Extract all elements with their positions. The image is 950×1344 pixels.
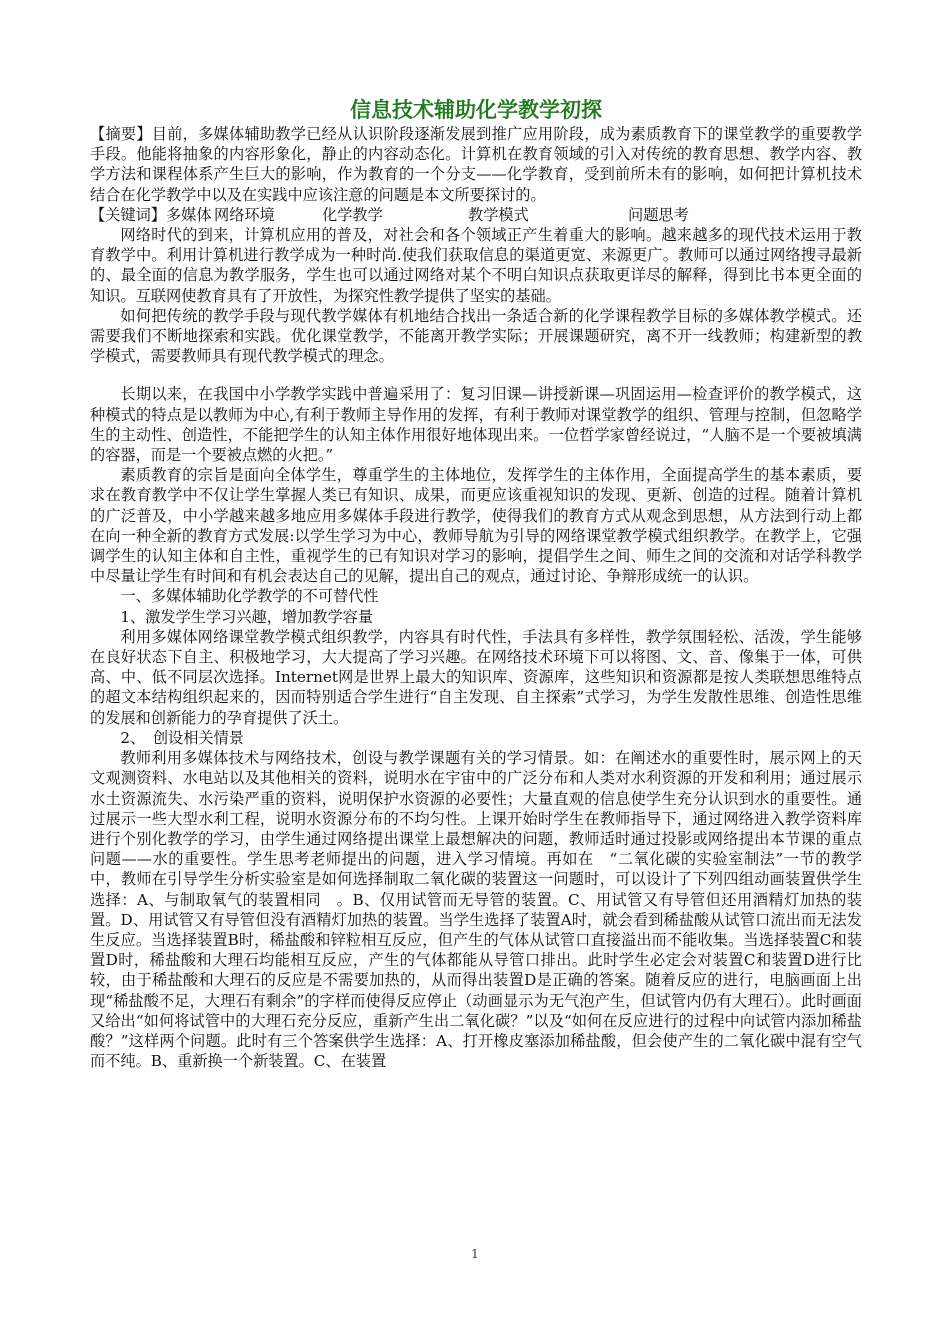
keyword-item: 教学模式 bbox=[468, 205, 529, 224]
section-heading: 一、多媒体辅助化学教学的不可替代性 bbox=[120, 587, 379, 606]
blank-line bbox=[90, 366, 862, 384]
body-paragraph: 利用多媒体网络课堂教学模式组织教学，内容具有时代性，手法具有多样性，教学氛围轻松、活泼，学生能够在良好状态下自主、积极地学习，大大提高了学习兴趣。在网络技术环境下可以将图、文、音、像集于一体，可供高、中、低不同层次选择。Internet网是世界上最大的知识库、资源库，这些知识和资源都是按人类联想思维特点的超文本结构组织起来的，因而特别适合学生进行“自主发现、自主探索”式学习，为学生发散性思维、创造性思维的发展和创新能力的孕育提供了沃土。 bbox=[90, 627, 862, 727]
keyword-item: 网络环境 bbox=[214, 205, 275, 224]
keywords-line bbox=[90, 205, 862, 225]
body-paragraph: 网络时代的到来，计算机应用的普及，对社会和各个领域正产生着重大的影响。越来越多的现代技术运用于教育教学中。利用计算机进行教学成为一种时尚.使我们获取信息的渠道更宽、来源更广。教师可以通过网络搜寻最新的、最全面的信息为教学服务，学生也可以通过网络对某个不明白知识点获取更详尽的解释，得到比书本更全面的知识。互联网使教育具有了开放性，为探究性教学提供了坚实的基础。 bbox=[90, 226, 862, 305]
document-page bbox=[90, 96, 862, 1071]
subsection-heading: 2、 创设相关情景 bbox=[120, 728, 244, 747]
document-title: 信息技术辅助化学教学初探 bbox=[350, 98, 602, 122]
body-paragraph: 如何把传统的教学手段与现代教学媒体有机地结合找出一条适合新的化学课程教学目标的多媒体教学模式。还需要我们不断地探索和实践。优化课堂教学，不能离开教学实际；开展课题研究，离不开一线教师；构建新型的教学模式，需要教师具有现代教学模式的理念。 bbox=[90, 306, 862, 366]
page-number: 1 bbox=[471, 1247, 479, 1261]
keyword-item: 化学教学 bbox=[322, 205, 383, 224]
body-paragraph: 素质教育的宗旨是面向全体学生，尊重学生的主体地位，发挥学生的主体作用，全面提高学生的基本素质，要求在教育教学中不仅让学生掌握人类已有知识、成果，而更应该重视知识的发现、更新、创造的过程。随着计算机的广泛普及，中小学越来越多地应用多媒体手段进行教学，使得我们的教育方式从观念到思想，从方法到行动上都在向一种全新的教育方式发展:以学生学习为中心，教师导航为引导的网络课堂教学模式组织教学。在教学上，它强调学生的认知主体和自主性，重视学生的已有知识对学习的影响，提倡学生之间、师生之间的交流和对话学科教学中尽量让学生有时间和有机会表达自己的见解，提出自己的观点，通过讨论、争辩形成统一的认识。 bbox=[90, 466, 862, 586]
body-paragraph: 教师利用多媒体技术与网络技术，创设与教学课题有关的学习情景。如：在阐述水的重要性时，展示网上的天文观测资料、水电站以及其他相关的资料，说明水在宇宙中的广泛分布和人类对水利资源的开发和利用；通过展示水土资源流失、水污染严重的资料，说明保护水资源的必要性；大量直观的信息使学生充分认识到水的重要性。通过展示一些大型水利工程，说明水资源分布的不均匀性。上课开始时学生在教师指导下，通过网络进入教学资料库进行个别化教学的学习，由学生通过网络提出课堂上最想解决的问题，教师适时通过投影或网络提出本节课的重点问题——水的重要性。学生思考老师提出的问题，进入学习情境。再如在 “二氧化碳的实验室制法”一节的教学中，教师在引导学生分析实验室是如何选择制取二氧化碳的装置这一问题时，可以设计了下列四组动画装置供学生选择：A、与制取氧气的装置相同 。B、仅用试管而无导管的装置。C、用试管又有导管但还用酒精灯加热的装置。D、用试管又有导管但没有酒精灯加热的装置。当学生选择了装置A时，就会看到稀盐酸从试管口流出而无法发生反应。当选择装置B时，稀盐酸和锌粒相互反应，但产生的气体从试管口直接溢出而不能收集。当选择装置C和装置D时，稀盐酸和大理石均能相互反应，产生的气体都能从导管口排出。此时学生必定会对装置C和装置D进行比较，由于稀盐酸和大理石的反应是不需要加热的，从而得出装置D是正确的答案。随着反应的进行，电脑画面上出现“稀盐酸不足，大理石有剩余”的字样而使得反应停止（动画显示为无气泡产生，但试管内仍有大理石）。此时画面又给出“如何将试管中的大理石充分反应，重新产生出二氧化碳？”以及“如何在反应进行的过程中向试管内添加稀盐酸？”这样两个问题。此时有三个答案供学生选择：A、打开橡皮塞添加稀盐酸，但会使产生的二氧化碳中混有空气而不纯。B、重新换一个新装置。C、在装置 bbox=[90, 749, 862, 1071]
subsection-heading: 1、激发学生学习兴趣，增加教学容量 bbox=[120, 607, 374, 626]
abstract-paragraph: 【摘要】目前，多媒体辅助教学已经从认识阶段逐渐发展到推广应用阶段，成为素质教育下的课堂教学的重要教学手段。他能将抽象的内容形象化，静止的内容动态化。计算机在教育领域的引入对传统的教育思想、教学内容、教学方法和课程体系产生巨大的影响，作为教育的一个分支——化学教育，受到前所未有的影响，如何把计算机技术结合在化学教学中以及在实践中应该注意的问题是本文所要探讨的。 bbox=[90, 125, 862, 204]
keywords-label: 【关键词】多媒体 bbox=[90, 205, 212, 224]
keyword-item: 问题思考 bbox=[628, 205, 689, 224]
body-paragraph: 长期以来，在我国中小学教学实践中普遍采用了：复习旧课—讲授新课—巩固运用—检查评价的教学模式，这种模式的特点是以教师为中心,有利于教师主导作用的发挥，有利于教师对课堂教学的组织、管理与控制，但忽略学生的主动性、创造性，不能把学生的认知主体作用很好地体现出来。一位哲学家曾经说过，“人脑不是一个要被填满的容器，而是一个要被点燃的火把。” bbox=[90, 385, 862, 465]
